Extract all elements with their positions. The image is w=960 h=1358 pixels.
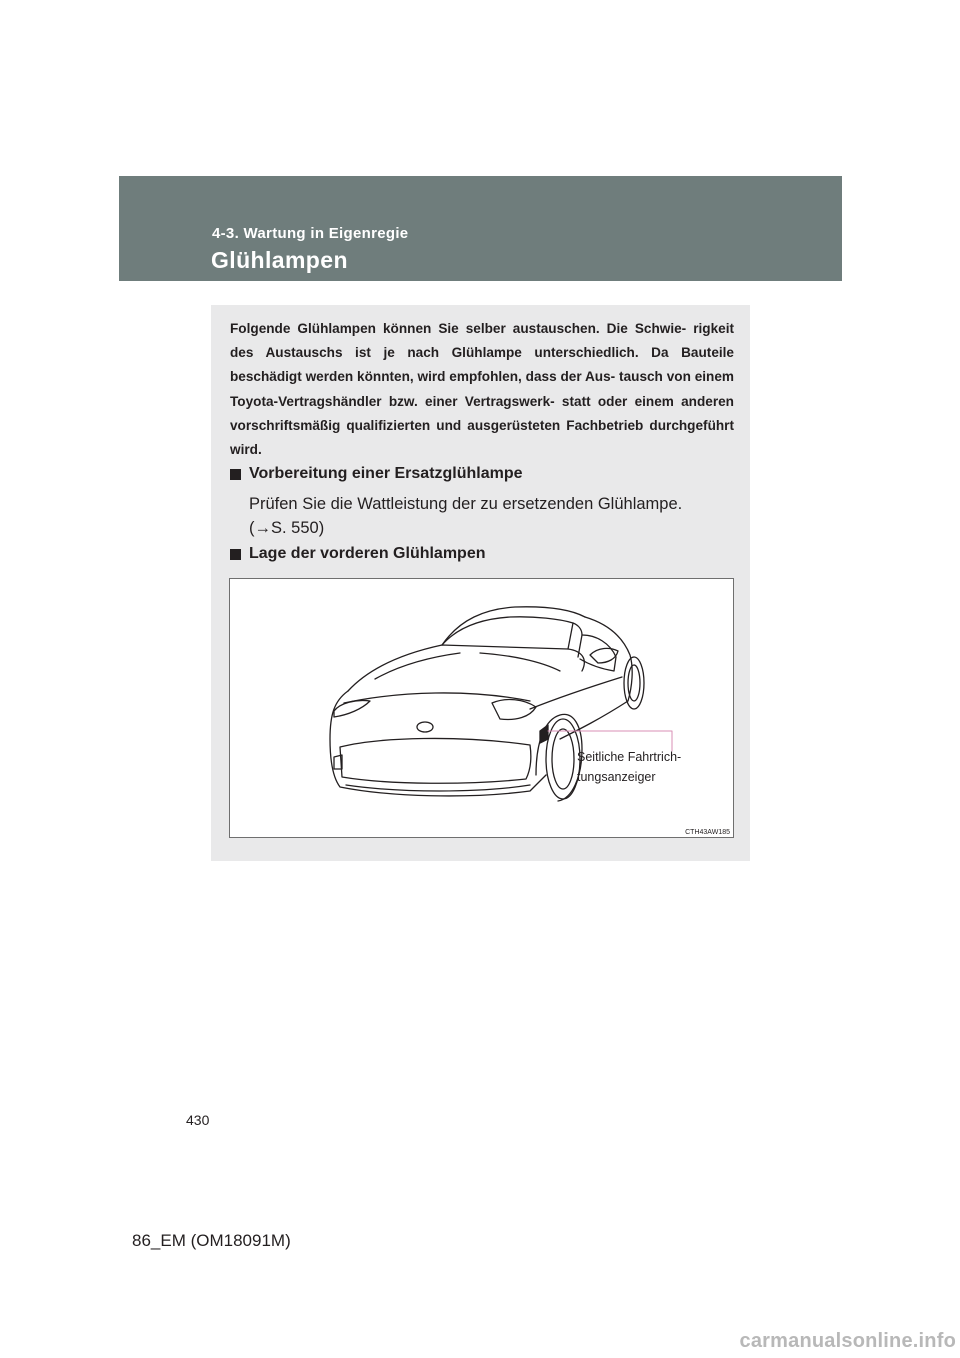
car-rear-wheel-inner [628, 665, 640, 701]
figure-code: CTH43AW185 [685, 829, 730, 836]
location-heading-text: Lage der vorderen Glühlampen [249, 545, 486, 562]
car-side-sill [560, 701, 628, 739]
bullet-square-icon [230, 549, 241, 560]
prep-heading [230, 465, 523, 483]
intro-line: rigkeit des Austauschs ist je nach Glühlampe unterschiedlich. Da [230, 321, 735, 361]
car-lower-lip [346, 785, 530, 791]
intro-paragraph [230, 317, 734, 462]
car-side-turn-signal [540, 725, 548, 743]
page-number: 430 [186, 1112, 210, 1128]
car-side-line [530, 677, 622, 709]
watermark: carmanualsonline.info [739, 1330, 956, 1352]
car-windshield [442, 617, 573, 649]
car-hood-crease-right [480, 653, 560, 671]
car-mirror [590, 648, 618, 663]
intro-line: Bauteile beschädigt werden könnten, wird empfohlen, dass der Aus- [230, 345, 734, 385]
car-roof-line [442, 607, 585, 645]
callout-line-1: Seitliche Fahrtrich- [577, 750, 682, 764]
car-side-window [580, 635, 616, 671]
car-figure [229, 578, 734, 838]
car-illustration [230, 579, 733, 837]
callout-line-2: tungsanzeiger [577, 770, 656, 784]
car-front-bumper-top [344, 693, 530, 703]
car-hood [348, 645, 584, 691]
prep-body [249, 492, 682, 540]
car-headlight-right [492, 700, 536, 720]
location-heading [230, 545, 486, 563]
content-box [211, 305, 750, 861]
prep-page-reference[interactable]: (→S. 550) [249, 519, 325, 537]
intro-line: tausch von einem Toyota-Vertragshändler bzw. einer Vertragswerk- [230, 369, 735, 409]
page-title: Glühlampen [211, 247, 348, 273]
car-grille [340, 738, 531, 783]
callout-label [577, 747, 681, 787]
prep-text: Prüfen Sie die Wattleistung der zu ersetzenden Glühlampe. [249, 495, 683, 513]
footer-code: 86_EM (OM18091M) [132, 1231, 291, 1250]
header-band [119, 176, 842, 281]
section-label: 4-3. Wartung in Eigenregie [212, 225, 409, 242]
intro-line: ausgerüsteten Fachbetrieb durchgeführt wird. [230, 417, 735, 458]
bullet-square-icon [230, 469, 241, 480]
car-emblem [417, 722, 433, 732]
car-hood-crease [375, 653, 460, 679]
car-headlight-left [334, 700, 370, 717]
prep-heading-text: Vorbereitung einer Ersatzglühlampe [249, 465, 523, 482]
car-side-top [585, 617, 632, 701]
intro-line: statt oder einem anderen vorschriftsmäßig qualifizierten und [230, 393, 734, 433]
intro-line: Folgende Glühlampen können Sie selber austauschen. Die Schwie- [230, 321, 687, 336]
